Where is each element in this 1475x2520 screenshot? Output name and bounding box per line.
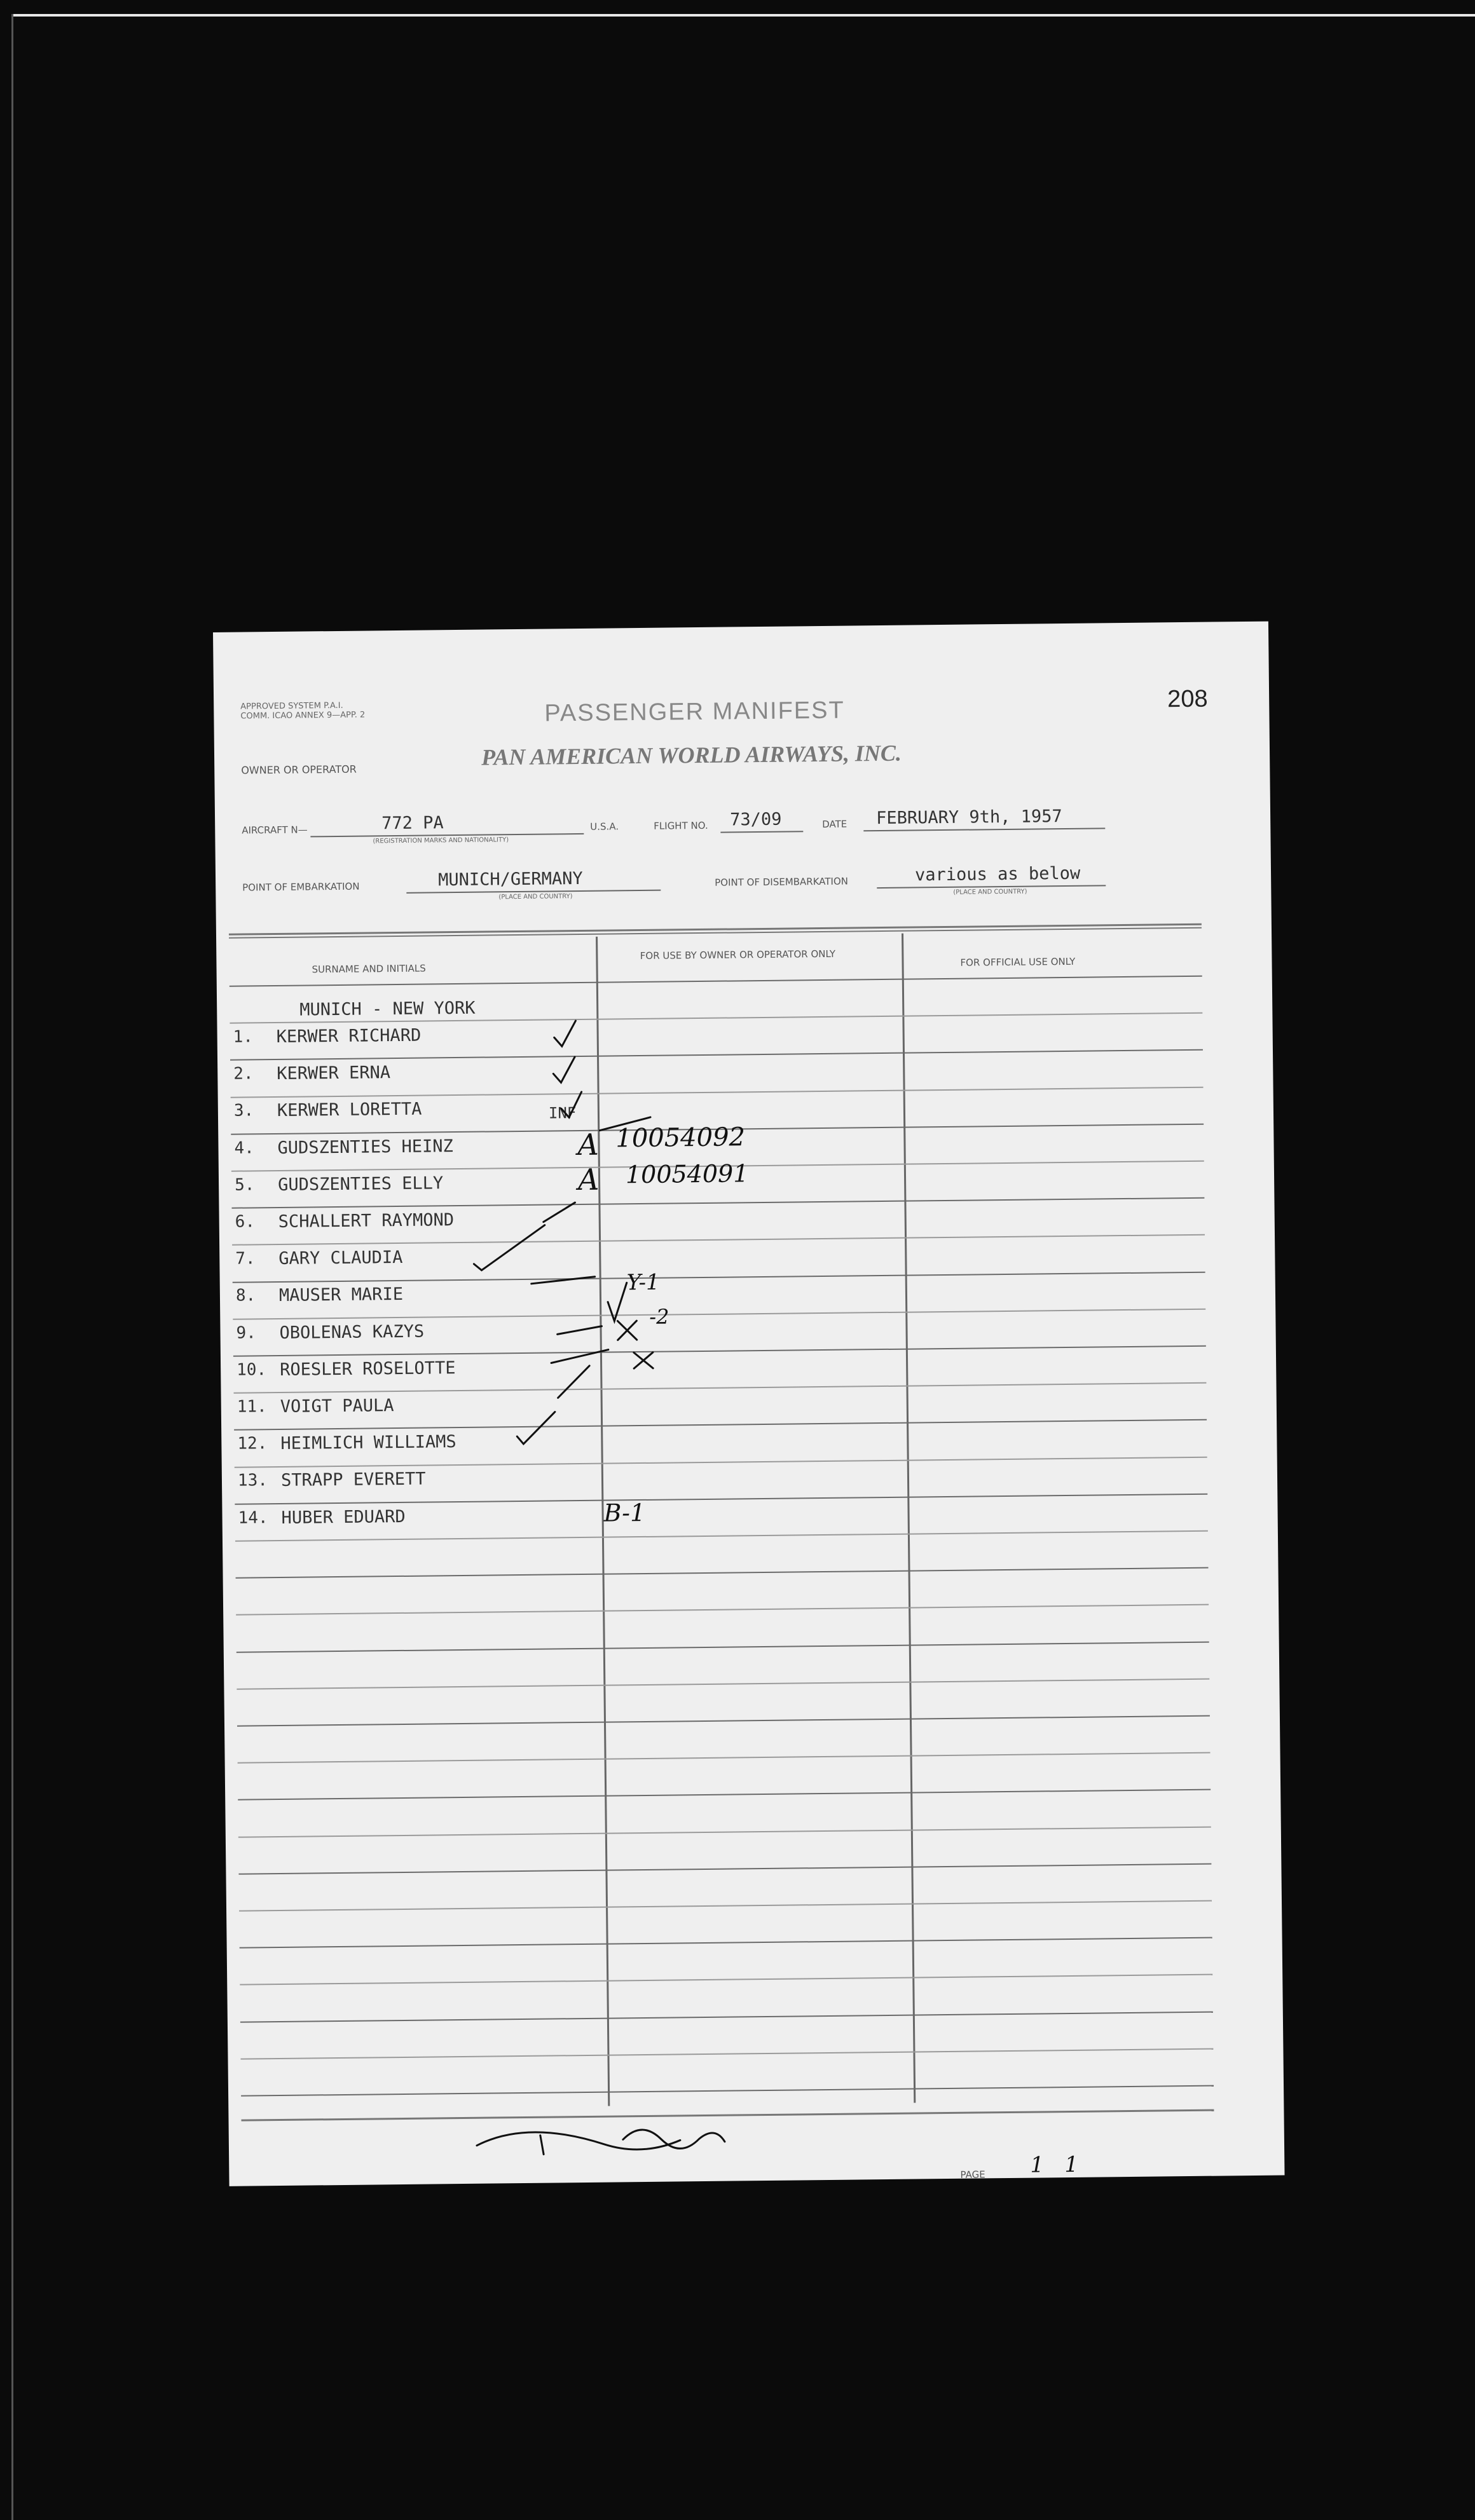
flight-value: 73/09 [729,809,782,830]
embarkation-value: MUNICH/GERMANY [437,868,583,890]
passenger-number: 5. [234,1175,255,1195]
signature-stroke-2 [623,2129,725,2149]
airline-name: PAN AMERICAN WORLD AIRWAYS, INC. [481,740,902,770]
passenger-name: GARY CLAUDIA [278,1248,403,1269]
handwritten-ticket-5: 10054091 [625,1159,749,1189]
route-label: MUNICH - NEW YORK [299,998,476,1020]
handwritten-ticket-4: 10054092 [615,1122,746,1154]
signature-stroke-1 [477,2130,680,2151]
passenger-number: 13. [237,1471,268,1491]
passenger-name: SCHALLERT RAYMOND [278,1210,455,1232]
passenger-name: VOIGT PAULA [280,1396,394,1417]
dash-11 [551,1350,608,1363]
usa-label: U.S.A. [590,821,619,833]
embarkation-place-note: (PLACE AND COUNTRY) [498,893,573,901]
checkmark-1 [554,1021,575,1046]
passenger-number: 2. [233,1064,254,1084]
flight-label: FLIGHT NO. [654,819,708,832]
checkmark-9 [608,1283,628,1321]
x-mark-10 [617,1321,636,1340]
date-value: FEBRUARY 9th, 1957 [875,807,1062,829]
document-title: PASSENGER MANIFEST [544,697,845,727]
handwritten-checkmarks [213,622,1285,2186]
checkmark-2 [553,1057,575,1082]
passenger-name: MAUSER MARIE [278,1284,404,1306]
infant-note: INF [548,1104,577,1122]
x-mark-11 [634,1352,653,1368]
dash-8 [532,1277,595,1284]
handwritten-a-mark-5: A [577,1162,600,1197]
checkmark-13 [517,1412,556,1444]
passenger-number: 6. [235,1212,256,1232]
official-use-column-header: FOR OFFICIAL USE ONLY [960,955,1076,969]
passenger-number: 9. [236,1323,257,1343]
dash-10 [557,1326,601,1335]
handwritten-mark-8: Y-1 [626,1269,660,1296]
registration-note: (REGISTRATION MARKS AND NATIONALITY) [373,836,509,845]
checkmark-6 [543,1202,575,1222]
disembarkation-value: various as below [914,863,1081,885]
checkmark-3 [561,1092,582,1117]
left-border [11,14,13,2520]
passenger-number: 10. [236,1359,267,1380]
signature-stroke-3 [540,2135,544,2155]
passenger-name: KERWER RICHARD [276,1025,422,1047]
page-label: PAGE [960,2169,985,2181]
passenger-name: KERWER ERNA [277,1063,391,1084]
passenger-number: 7. [235,1249,256,1269]
surname-column-header: SURNAME AND INITIALS [312,962,426,976]
passenger-name: OBOLENAS KAZYS [279,1321,425,1343]
page-of-value: 1 1 [1030,2151,1079,2178]
handwritten-mark-14: B-1 [603,1498,646,1527]
owner-use-column-header: FOR USE BY OWNER OR OPERATOR ONLY [640,948,836,962]
passenger-name: ROESLER ROSELOTTE [279,1358,456,1380]
passenger-name: HUBER EDUARD [281,1506,406,1528]
date-label: DATE [822,818,847,830]
passenger-name: STRAPP EVERETT [280,1469,426,1491]
checkmark-12 [558,1366,590,1398]
passenger-number: 8. [235,1286,256,1306]
handwritten-a-mark-4: A [577,1127,599,1162]
page-number: 208 [1167,685,1208,713]
aircraft-label: AIRCRAFT N— [242,824,308,836]
passenger-number: 1. [233,1027,254,1047]
top-border [13,14,1475,17]
passenger-manifest-sheet [213,622,1285,2186]
owner-label: OWNER OR OPERATOR [241,763,357,777]
passenger-number: 14. [238,1508,268,1528]
checkmark-7 [474,1225,545,1270]
passenger-number: 3. [233,1101,254,1121]
passenger-name: GUDSZENTIES HEINZ [277,1136,453,1158]
passenger-number: 12. [237,1434,268,1454]
approval-note: APPROVED SYSTEM P.A.I. COMM. ICAO ANNEX 9—APP. 2 [240,700,366,721]
passenger-number: 4. [234,1138,254,1158]
passenger-number: 11. [237,1397,267,1417]
passenger-name: KERWER LORETTA [277,1099,422,1121]
passenger-name: GUDSZENTIES ELLY [277,1173,444,1195]
scribble-4 [600,1117,650,1131]
disembarkation-place-note: (PLACE AND COUNTRY) [953,888,1027,896]
aircraft-value: 772 PA [381,813,444,834]
passenger-name: HEIMLICH WILLIAMS [280,1432,456,1454]
handwritten-mark-9: -2 [649,1304,669,1329]
disembarkation-label: POINT OF DISEMBARKATION [715,875,849,889]
embarkation-label: POINT OF EMBARKATION [242,880,360,894]
